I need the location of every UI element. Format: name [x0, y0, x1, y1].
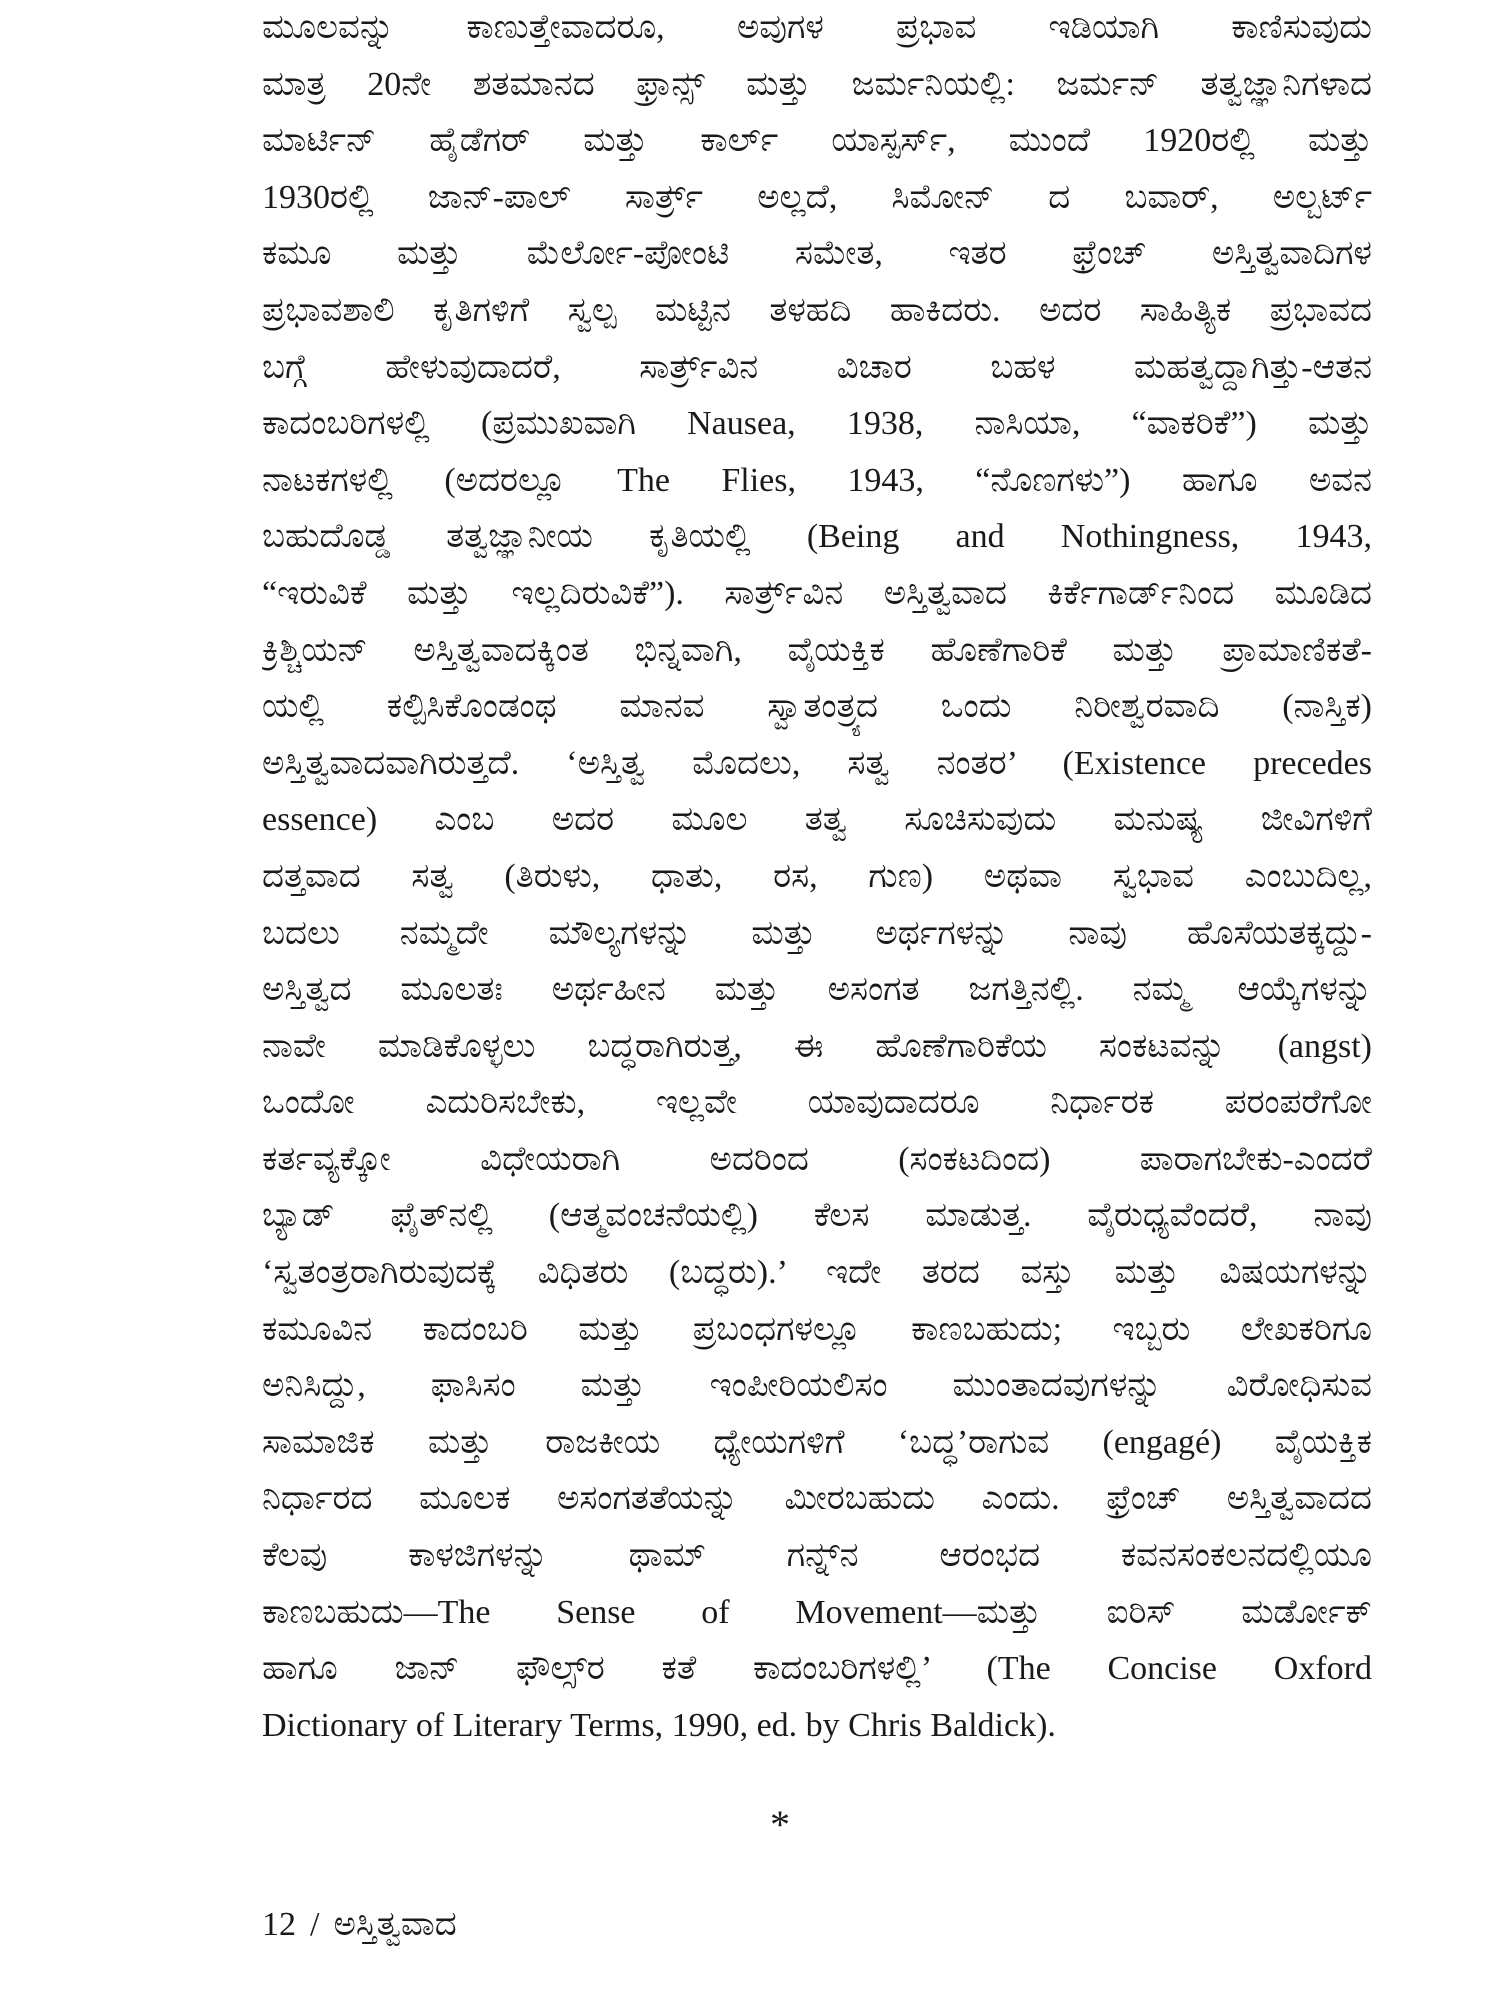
section-separator-asterisk: *: [770, 1802, 790, 1847]
text-line: ಕಮೂವಿನ ಕಾದಂಬರಿ ಮತ್ತು ಪ್ರಬಂಧಗಳಲ್ಲೂ ಕಾಣಬಹುದು; ಇಬ್ಬರು ಲೇಖಕರಿಗೂ: [262, 1310, 1372, 1348]
footer-divider: /: [310, 1906, 320, 1943]
page-number: 12: [262, 1906, 296, 1943]
text-line: ಕೆಲವು ಕಾಳಜಿಗಳನ್ನು ಥಾಮ್ ಗನ್ನ್‌ನ ಆರಂಭದ ಕವನಸಂಕಲನದಲ್ಲಿಯೂ: [262, 1537, 1372, 1575]
text-line: ಮಾರ್ಟಿನ್ ಹೈಡೆಗರ್ ಮತ್ತು ಕಾರ್ಲ್ ಯಾಸ್ಪರ್ಸ್, ಮುಂದೆ 1920ರಲ್ಲಿ ಮತ್ತು: [262, 122, 1372, 160]
text-line: ಕಾಣಬಹುದು—The Sense of Movement—ಮತ್ತು ಐರಿಸ್ ಮರ್ಡೋಕ್: [262, 1593, 1372, 1631]
running-title: ಅಸ್ತಿತ್ವವಾದ: [333, 1906, 457, 1943]
text-line: ಬ್ಯಾಡ್ ಫೈತ್‌ನಲ್ಲಿ (ಆತ್ಮವಂಚನೆಯಲ್ಲಿ) ಕೆಲಸ ಮಾಡುತ್ತ. ವೈರುಧ್ಯವೆಂದರೆ, ನಾವು: [262, 1197, 1372, 1235]
text-line: ಪ್ರಭಾವಶಾಲಿ ಕೃತಿಗಳಿಗೆ ಸ್ವಲ್ಪ ಮಟ್ಟಿನ ತಳಹದಿ ಹಾಕಿದರು. ಅದರ ಸಾಹಿತ್ಯಿಕ ಪ್ರಭಾವದ: [262, 291, 1372, 329]
text-line: ಯಲ್ಲಿ ಕಲ್ಪಿಸಿಕೊಂಡಂಥ ಮಾನವ ಸ್ವಾತಂತ್ರ್ಯದ ಒಂದು ನಿರೀಶ್ವರವಾದಿ (ನಾಸ್ತಿಕ): [262, 688, 1372, 726]
text-line: ಕರ್ತವ್ಯಕ್ಕೋ ವಿಧೇಯರಾಗಿ ಅದರಿಂದ (ಸಂಕಟದಿಂದ) ಪಾರಾಗಬೇಕು-ಎಂದರೆ: [262, 1140, 1372, 1178]
text-line-last: Dictionary of Literary Terms, 1990, ed. by Chris Baldick).: [262, 1706, 1056, 1744]
text-line: ಸಾಮಾಜಿಕ ಮತ್ತು ರಾಜಕೀಯ ಧ್ಯೇಯಗಳಿಗೆ ‘ಬದ್ಧ’ರಾಗುವ (engagé) ವೈಯಕ್ತಿಕ: [262, 1423, 1372, 1461]
text-line: ನಿರ್ಧಾರದ ಮೂಲಕ ಅಸಂಗತತೆಯನ್ನು ಮೀರಬಹುದು ಎಂದು. ಫ್ರೆಂಚ್ ಅಸ್ತಿತ್ವವಾದದ: [262, 1480, 1372, 1518]
body-paragraph: [262, 0, 1372, 1754]
page-footer: [262, 1905, 457, 1945]
text-line: ಬದಲು ನಮ್ಮದೇ ಮೌಲ್ಯಗಳನ್ನು ಮತ್ತು ಅರ್ಥಗಳನ್ನು ನಾವು ಹೊಸೆಯತಕ್ಕದ್ದು-: [262, 914, 1372, 952]
text-line: ಬಗ್ಗೆ ಹೇಳುವುದಾದರೆ, ಸಾರ್ತ್ರ್‌ವಿನ ವಿಚಾರ ಬಹಳ ಮಹತ್ವದ್ದಾಗಿತ್ತು-ಆತನ: [262, 348, 1372, 386]
text-line: ದತ್ತವಾದ ಸತ್ವ (ತಿರುಳು, ಧಾತು, ರಸ, ಗುಣ) ಅಥವಾ ಸ್ವಭಾವ ಎಂಬುದಿಲ್ಲ,: [262, 857, 1372, 895]
text-line: ಅನಿಸಿದ್ದು, ಫಾಸಿಸಂ ಮತ್ತು ಇಂಪೀರಿಯಲಿಸಂ ಮುಂತಾದವುಗಳನ್ನು ವಿರೋಧಿಸುವ: [262, 1367, 1372, 1405]
text-line: ಅಸ್ತಿತ್ವದ ಮೂಲತಃ ಅರ್ಥಹೀನ ಮತ್ತು ಅಸಂಗತ ಜಗತ್ತಿನಲ್ಲಿ. ನಮ್ಮ ಆಯ್ಕೆಗಳನ್ನು: [262, 971, 1372, 1009]
text-line: 1930ರಲ್ಲಿ ಜಾನ್-ಪಾಲ್ ಸಾರ್ತ್ರ್ ಅಲ್ಲದೆ, ಸಿಮೋನ್ ದ ಬವಾರ್, ಅಲ್ಬರ್ಟ್: [262, 178, 1372, 216]
text-line: ನಾಟಕಗಳಲ್ಲಿ (ಅದರಲ್ಲೂ The Flies, 1943, “ನೊಣಗಳು”) ಹಾಗೂ ಅವನ: [262, 461, 1372, 499]
text-line: ‘ಸ್ವತಂತ್ರರಾಗಿರುವುದಕ್ಕೆ ವಿಧಿತರು (ಬದ್ಧರು).’ ಇದೇ ತರದ ವಸ್ತು ಮತ್ತು ವಿಷಯಗಳನ್ನು: [262, 1254, 1372, 1292]
text-line: ಅಸ್ತಿತ್ವವಾದವಾಗಿರುತ್ತದೆ. ‘ಅಸ್ತಿತ್ವ ಮೊದಲು, ಸತ್ವ ನಂತರ’ (Existence precedes: [262, 744, 1372, 782]
text-line: ಕಾದಂಬರಿಗಳಲ್ಲಿ (ಪ್ರಮುಖವಾಗಿ Nausea, 1938, ನಾಸಿಯಾ, “ವಾಕರಿಕೆ”) ಮತ್ತು: [262, 405, 1372, 443]
text-line: ಮೂಲವನ್ನು ಕಾಣುತ್ತೇವಾದರೂ, ಅವುಗಳ ಪ್ರಭಾವ ಇಡಿಯಾಗಿ ಕಾಣಿಸುವುದು: [262, 9, 1372, 46]
text-line: ಮಾತ್ರ 20ನೇ ಶತಮಾನದ ಫ್ರಾನ್ಸ್ ಮತ್ತು ಜರ್ಮನಿಯಲ್ಲಿ: ಜರ್ಮನ್ ತತ್ವಜ್ಞಾನಿಗಳಾದ: [262, 65, 1372, 103]
text-line: ಕಮೂ ಮತ್ತು ಮೆರ್ಲೋ-ಪೋಂಟಿ ಸಮೇತ, ಇತರ ಫ್ರೆಂಚ್ ಅಸ್ತಿತ್ವವಾದಿಗಳ: [262, 235, 1372, 273]
text-line: essence) ಎಂಬ ಅದರ ಮೂಲ ತತ್ವ ಸೂಚಿಸುವುದು ಮನುಷ್ಯ ಜೀವಿಗಳಿಗೆ: [262, 801, 1372, 839]
text-line: “ಇರುವಿಕೆ ಮತ್ತು ಇಲ್ಲದಿರುವಿಕೆ”). ಸಾರ್ತ್ರ್‌ವಿನ ಅಸ್ತಿತ್ವವಾದ ಕಿರ್ಕೆಗಾರ್ಡ್‌ನಿಂದ ಮೂಡಿದ: [262, 574, 1372, 612]
text-line: ಒಂದೋ ಎದುರಿಸಬೇಕು, ಇಲ್ಲವೇ ಯಾವುದಾದರೂ ನಿರ್ಧಾರಕ ಪರಂಪರೆಗೋ: [262, 1084, 1372, 1122]
text-line: ನಾವೇ ಮಾಡಿಕೊಳ್ಳಲು ಬದ್ಧರಾಗಿರುತ್ತ, ಈ ಹೊಣೆಗಾರಿಕೆಯ ಸಂಕಟವನ್ನು (angst): [262, 1027, 1372, 1065]
text-line: ಬಹುದೊಡ್ಡ ತತ್ವಜ್ಞಾನೀಯ ಕೃತಿಯಲ್ಲಿ (Being and Nothingness, 1943,: [262, 518, 1372, 556]
text-line: ಹಾಗೂ ಜಾನ್ ಫೌಲ್ಸ್‌ರ ಕತೆ ಕಾದಂಬರಿಗಳಲ್ಲಿ’ (The Concise Oxford: [262, 1650, 1372, 1688]
text-line: ಕ್ರಿಶ್ಚಿಯನ್ ಅಸ್ತಿತ್ವವಾದಕ್ಕಿಂತ ಭಿನ್ನವಾಗಿ, ವೈಯಕ್ತಿಕ ಹೊಣೆಗಾರಿಕೆ ಮತ್ತು ಪ್ರಾಮಾಣಿಕತೆ-: [262, 631, 1372, 669]
